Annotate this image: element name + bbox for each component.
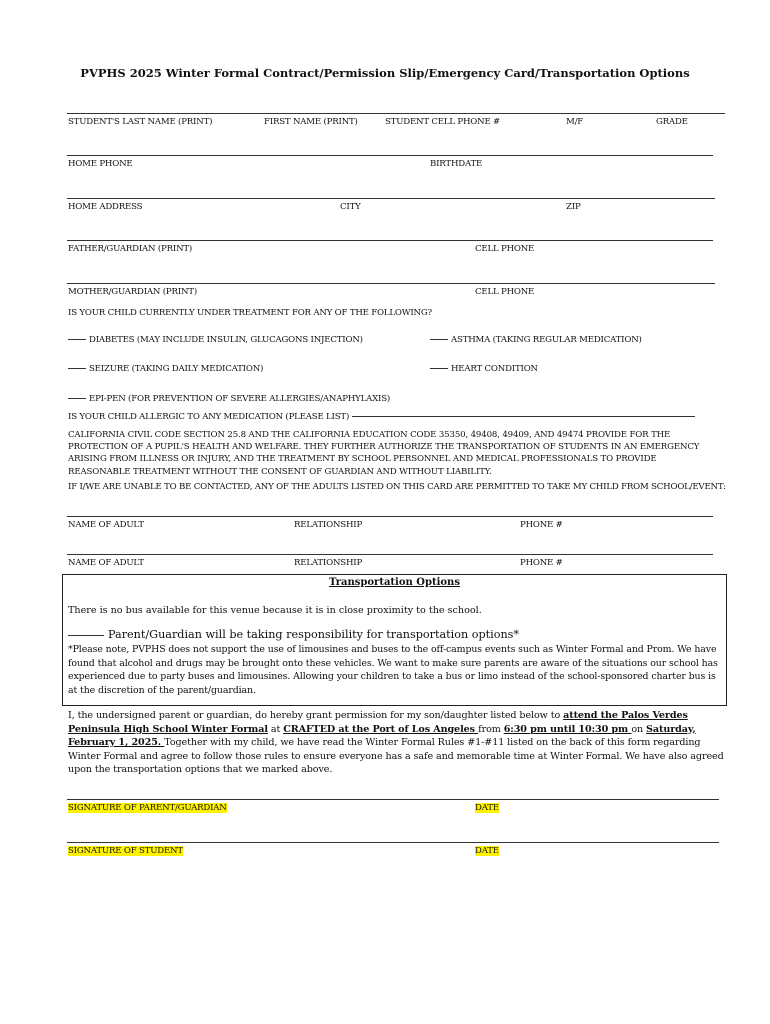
seizure-label: SEIZURE (TAKING DAILY MEDICATION)	[89, 364, 264, 374]
home-phone-label: HOME PHONE	[68, 159, 133, 169]
gender-label: M/F	[566, 117, 584, 127]
parent-signature-label	[68, 803, 227, 813]
allergy-question	[68, 412, 695, 422]
zip-label: ZIP	[566, 202, 581, 212]
father-cell-phone-label: CELL PHONE	[475, 244, 535, 254]
parent-signature-line[interactable]	[67, 799, 719, 800]
home-address-label: HOME ADDRESS	[68, 202, 143, 212]
allergy-question-text: IS YOUR CHILD ALLERGIC TO ANY MEDICATION (PLEASE LIST)	[68, 412, 350, 422]
civil-code-notice: CALIFORNIA CIVIL CODE SECTION 25.8 AND THE CALIFORNIA EDUCATION CODE 35350, 49408, 49409, AND 49474 PROVIDE FOR THE PROTECTION OF A PUPIL'S HEALTH AND WELFARE. THEY FURTHER AUTHORIZE THE TRANSPORTATION OF STUDENTS IN AN EMERGENCY ARISING FROM ILLNESS OR INJURY, AND THE TREATMENT BY SCHOOL PERSONNEL AND MEDICAL PROFESSIONALS TO PROVIDE REASONABLE TREATMENT WITHOUT THE CONSENT OF GUARDIAN AND WITHOUT LIABILITY.	[68, 430, 700, 477]
heart-condition-option[interactable]	[430, 364, 538, 374]
epipen-label: EPI-PEN (FOR PREVENTION OF SEVERE ALLERGIES/ANAPHYLAXIS)	[89, 394, 391, 404]
adult-2-relationship-label: RELATIONSHIP	[294, 558, 363, 568]
asthma-option[interactable]	[430, 335, 642, 345]
treatment-question: IS YOUR CHILD CURRENTLY UNDER TREATMENT FOR ANY OF THE FOLLOWING?	[68, 308, 432, 318]
father-guardian-label: FATHER/GUARDIAN (PRINT)	[68, 244, 193, 254]
home-address-line[interactable]	[67, 198, 715, 199]
adult-2-name-label: NAME OF ADULT	[68, 558, 144, 568]
permission-text-2: at	[267, 723, 284, 735]
adult-1-relationship-label: RELATIONSHIP	[294, 520, 363, 530]
venue-name: CRAFTED at the Port of Los Angeles	[283, 723, 479, 735]
epipen-option[interactable]	[68, 394, 390, 404]
epipen-checkbox-line[interactable]	[68, 398, 86, 399]
parent-responsibility-option[interactable]	[68, 628, 519, 641]
diabetes-label: DIABETES (MAY INCLUDE INSULIN, GLUCAGONS INJECTION)	[89, 335, 363, 345]
city-label: CITY	[340, 202, 361, 212]
parent-responsibility-label: Parent/Guardian will be taking responsibility for transportation options*	[108, 628, 519, 641]
father-guardian-line[interactable]	[67, 240, 713, 241]
permission-text-3: from	[478, 723, 504, 735]
adult-1-name-label: NAME OF ADULT	[68, 520, 144, 530]
student-date-text: DATE	[475, 846, 499, 856]
allergy-input-line[interactable]	[352, 416, 695, 417]
diabetes-checkbox-line[interactable]	[68, 339, 86, 340]
mother-guardian-label: MOTHER/GUARDIAN (PRINT)	[68, 287, 197, 297]
permission-text-5: Together with my child, we have read the Winter Formal Rules #1-#11 listed on the back of this form regarding Winter Formal and agree to follow those rules to ensure everyone has a safe and memorable time at Winter Formal. We have also agreed upon the transportation options that we marked above.	[68, 737, 724, 776]
adult-1-phone-label: PHONE #	[520, 520, 563, 530]
permission-statement	[68, 709, 724, 777]
parent-date-text: DATE	[475, 803, 499, 813]
limousine-policy-note: *Please note, PVPHS does not support the use of limousines and buses to the off-campus events such as Winter Formal and Prom. We have found that alcohol and drugs may be brought onto these vehicles. We want to make sure parents are aware of the situations our school has experienced due to party buses and limousines. Allowing your children to take a bus or limo instead of the school-sponsored charter bus is at the discretion of the parent/guardian.	[68, 644, 718, 696]
event-time: 6:30 pm until 10:30 pm	[503, 723, 632, 735]
no-bus-notice: There is no bus available for this venue because it is in close proximity to the school.	[68, 605, 482, 616]
mother-guardian-line[interactable]	[67, 283, 715, 284]
adult-1-line[interactable]	[67, 516, 713, 517]
student-signature-text: SIGNATURE OF STUDENT	[68, 846, 183, 856]
asthma-label: ASTHMA (TAKING REGULAR MEDICATION)	[451, 335, 642, 345]
seizure-checkbox-line[interactable]	[68, 368, 86, 369]
event-date: Saturday, February 1, 2025.	[68, 723, 696, 749]
adult-2-line[interactable]	[67, 554, 713, 555]
mother-cell-phone-label: CELL PHONE	[475, 287, 535, 297]
student-signature-label	[68, 846, 183, 856]
adult-2-phone-label: PHONE #	[520, 558, 563, 568]
student-info-line[interactable]	[67, 113, 725, 114]
asthma-checkbox-line[interactable]	[430, 339, 448, 340]
parent-responsibility-checkbox-line[interactable]	[68, 635, 104, 636]
parent-signature-text: SIGNATURE OF PARENT/GUARDIAN	[68, 803, 227, 813]
student-last-name-label: STUDENT'S LAST NAME (PRINT)	[68, 117, 213, 127]
transportation-heading: Transportation Options	[329, 577, 460, 588]
diabetes-option[interactable]	[68, 335, 363, 345]
unable-to-contact-notice: IF I/WE ARE UNABLE TO BE CONTACTED, ANY OF THE ADULTS LISTED ON THIS CARD ARE PERMITTED TO TAKE MY CHILD FROM SCHOOL/EVENT:	[68, 482, 726, 492]
student-date-label	[475, 846, 499, 856]
permission-text-1: I, the undersigned parent or guardian, do hereby grant permission for my son/daughter listed below to	[68, 710, 564, 721]
heart-condition-label: HEART CONDITION	[451, 364, 538, 374]
home-phone-line[interactable]	[67, 155, 713, 156]
first-name-label: FIRST NAME (PRINT)	[264, 117, 358, 127]
event-name: attend the Palos Verdes Peninsula High School Winter Formal	[68, 710, 688, 735]
parent-date-label	[475, 803, 499, 813]
permission-text-4: on	[631, 723, 647, 735]
heart-checkbox-line[interactable]	[430, 368, 448, 369]
grade-label: GRADE	[656, 117, 688, 127]
birthdate-label: BIRTHDATE	[430, 159, 483, 169]
seizure-option[interactable]	[68, 364, 263, 374]
student-signature-line[interactable]	[67, 842, 719, 843]
student-cell-phone-label: STUDENT CELL PHONE #	[385, 117, 501, 127]
page-title: PVPHS 2025 Winter Formal Contract/Permission Slip/Emergency Card/Transportation Options	[80, 66, 690, 80]
